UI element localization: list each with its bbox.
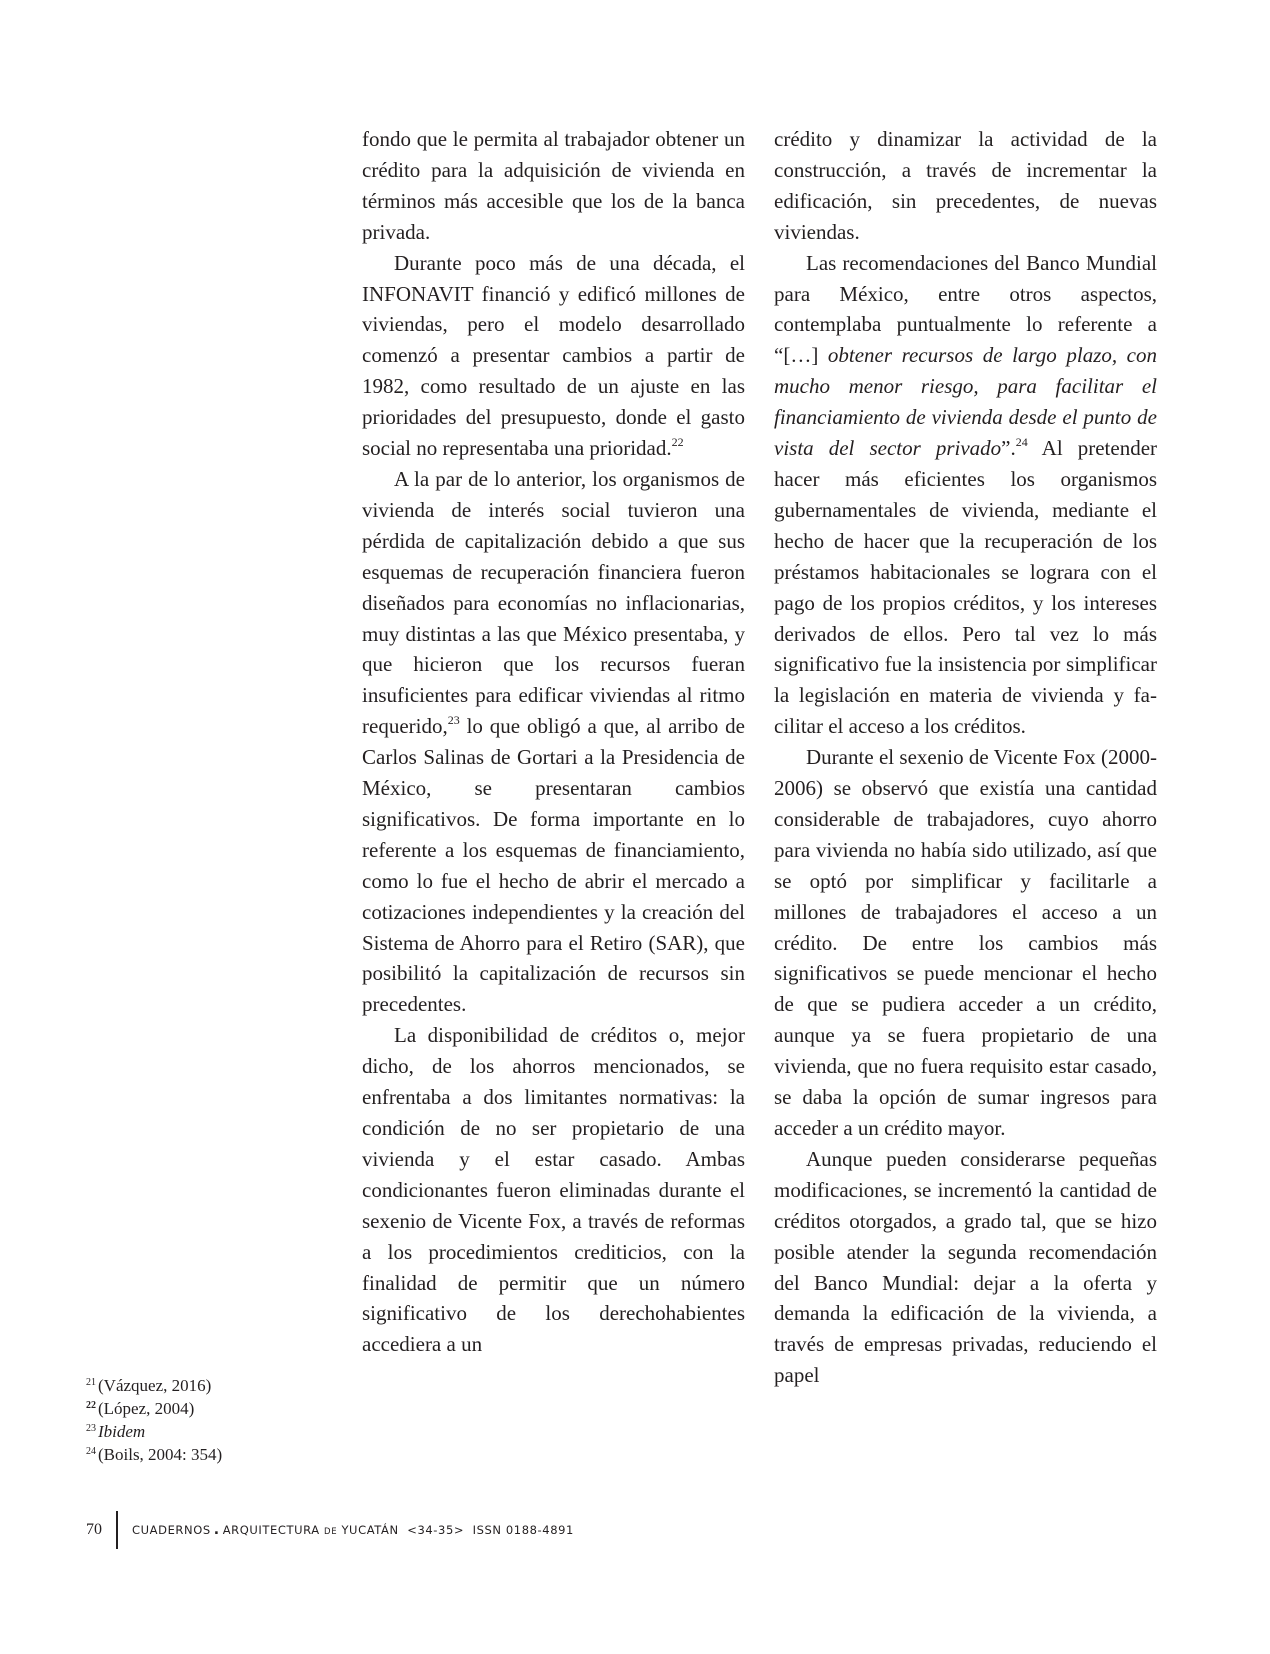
paragraph xyxy=(774,248,1157,743)
paragraph: Aunque pueden considerarse pequeñas modificaciones, se incrementó la cantidad de créditos otorgados, a grado tal, que se hizo posible atender la segunda recomendación del Banco Mundial: dejar a la oferta y demanda la edificación de la vivienda, a través de empresas privadas, reduciendo el papel xyxy=(774,1146,1157,1388)
journal-issn: ISSN 0188-4891 xyxy=(472,1523,574,1537)
page-number: 70 xyxy=(86,1521,102,1538)
journal-title xyxy=(132,1522,574,1538)
paragraph xyxy=(362,464,745,1020)
page-footer xyxy=(86,1510,574,1550)
body-column-middle xyxy=(362,124,745,1360)
footnote-text: (Vázquez, 2016) xyxy=(98,1376,212,1395)
footnote-number: 21 xyxy=(86,1377,96,1388)
journal-name: ARQUITECTURA xyxy=(222,1523,320,1537)
paragraph-text: Al pretender hacer más eficientes los organismos gubernamentales de vivienda, mediante el hecho de hacer que la recuperación de los préstamos habitacionales se lograra con el pago de los propios créditos, y los intereses derivados de ellos. Pero tal vez lo más significativo fue la insistencia por simplificar la legislación en materia de vivienda y facilitar el acceso a los créditos. xyxy=(774,436,1158,739)
paragraph: crédito y dinamizar la actividad de la construcción, a través de incrementar la edificación, sin precedentes, de nuevas viviendas. xyxy=(774,127,1157,244)
footnotes xyxy=(86,1374,222,1466)
footnote xyxy=(86,1397,222,1420)
paragraph: La disponibilidad de créditos o, mejor dicho, de los ahorros mencionados, se enfrentaba a dos limitantes normativas: la condición de no ser propietario de una vivienda y el estar casado. Ambas condicionantes fueron eliminadas durante el sexenio de Vicente Fox, a través de reformas a los procedimientos crediticios, con la finalidad de permitir que un número significativo de los derechohabientes accediera a un xyxy=(362,1023,745,1357)
footnote xyxy=(86,1443,222,1466)
paragraph: Durante el sexenio de Vicente Fox (2000-2006) se observó que existía una cantidad considerable de trabajadores, cuyo ahorro para vivienda no había sido utilizado, así que se optó por simplificar y facilitarle a millones de trabajadores el acceso a un crédito. De entre los cambios más significativos se puede mencionar el hecho de que se pudiera acceder a un crédito, aunque ya se fuera propietario de una vivienda, que no fuera requisito estar casado, se daba la opción de sumar ingresos para acceder a un crédito mayor. xyxy=(774,745,1157,1140)
paragraph: fondo que le permita al trabajador obtener un crédito para la adquisición de vivienda en términos más accesible que los de la banca privada. xyxy=(362,127,745,244)
footnote xyxy=(86,1374,222,1397)
footnote xyxy=(86,1420,222,1443)
footnote-text: (López, 2004) xyxy=(98,1399,195,1418)
footnote-number: 22 xyxy=(86,1400,96,1411)
journal-issue: <34-35> xyxy=(407,1523,465,1537)
paragraph-text: A la par de lo anterior, los organismos de vivienda de interés social tuvieron una pérdida de capitalización debido a que sus esquemas de recuperación financiera fueron diseñados para economías no inflacionarias, muy distintas a las que México presentaba, y que hicieron que los recursos fueran insuficientes para edificar viviendas al ritmo requerido, xyxy=(362,466,745,739)
footnote-ref: 24 xyxy=(1015,435,1028,450)
footnote-text: (Boils, 2004: 354) xyxy=(98,1445,223,1464)
footnote-number: 24 xyxy=(86,1446,96,1457)
footnote-ref: 23 xyxy=(447,713,460,728)
footer-divider xyxy=(116,1511,118,1549)
journal-dot: . xyxy=(213,1522,220,1538)
paragraph xyxy=(362,248,745,464)
body-column-right xyxy=(774,124,1157,1391)
paragraph-text: lo que obligó a que, al arribo de Carlos Salinas de Gortari a la Presidencia de México, se presentaran cambios significativos. De forma importante en lo referente a los esquemas de financiamiento, como lo fue el hecho de abrir el mercado a cotizaciones independientes y la creación del Sistema de Ahorro para el Retiro (SAR), que posibilitó la capitalización de recursos sin precedentes. xyxy=(362,714,745,1017)
paragraph-text: Las recomendaciones del Banco Mundial para México, entre otros aspectos, contemplaba puntualmente lo referente a “[…] xyxy=(774,250,1157,368)
journal-name: CUADERNOS xyxy=(132,1523,211,1537)
journal-name: YUCATÁN xyxy=(341,1523,399,1537)
footnote-text: Ibidem xyxy=(98,1422,146,1441)
footnote-ref: 22 xyxy=(671,435,684,450)
paragraph-text: ”. xyxy=(1001,436,1016,461)
footnote-number: 23 xyxy=(86,1423,96,1434)
paragraph-text: Durante poco más de una década, el INFONAVIT financió y edificó millones de viviendas, pero el modelo desarrollado comenzó a presentar cambios a partir de 1982, como resultado de un ajuste en las prioridades del presupuesto, donde el gasto social no representaba una prioridad. xyxy=(362,250,745,461)
journal-name: DE xyxy=(324,1527,338,1537)
quotation: obtener recursos de largo plazo, con mucho menor riesgo, para facilitar el financiamiento de vivienda desde el punto de vista del sector privado xyxy=(774,343,1158,461)
